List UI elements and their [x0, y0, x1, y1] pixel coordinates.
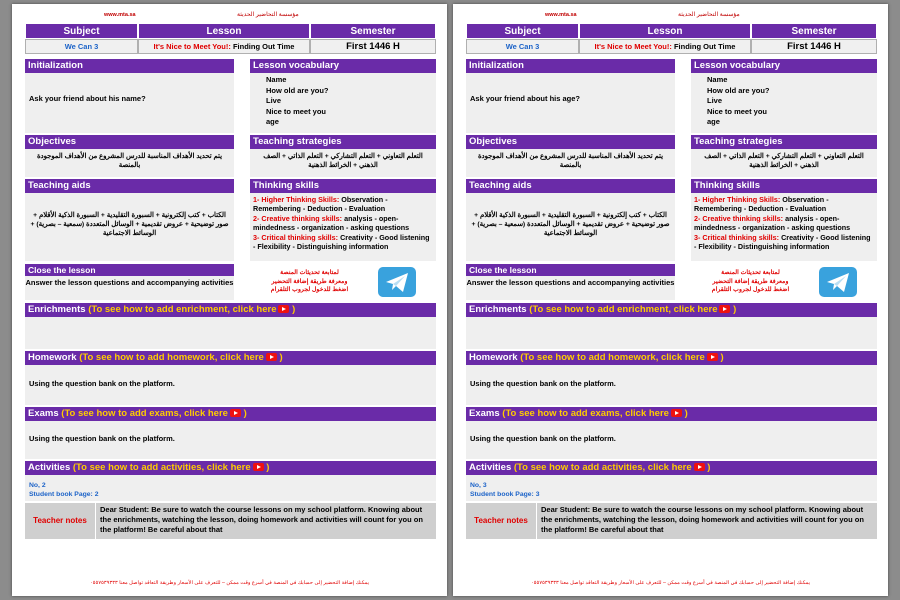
site-url[interactable]: www.mta.sa	[104, 12, 136, 18]
exams-text: Using the question bank on the platform.	[466, 421, 877, 459]
semester-value: First 1446 H	[310, 39, 436, 54]
youtube-icon[interactable]	[671, 409, 682, 417]
lesson-unit: It's Nice to Meet You!:	[153, 42, 231, 51]
initialization-text: Ask your friend about his name?	[29, 94, 146, 103]
thinking-label: 1- Higher Thinking Skills:	[694, 195, 781, 204]
enrichments-body	[25, 317, 436, 349]
vocab-item: Name	[266, 75, 287, 84]
exams-text: Using the question bank on the platform.	[25, 421, 436, 459]
semester-value: First 1446 H	[751, 39, 877, 54]
homework-title[interactable]	[466, 351, 877, 365]
enrichments-title[interactable]	[25, 303, 436, 317]
exams-label: Exams	[469, 408, 500, 419]
activities-link[interactable]: (To see how to add activities, click here	[513, 462, 692, 473]
enrichments-link[interactable]: (To see how to add enrichment, click here	[529, 304, 718, 315]
lesson-value	[138, 39, 310, 54]
vocabulary-title: Lesson vocabulary	[250, 59, 436, 73]
activity-number: No, 3	[470, 482, 487, 489]
thinking-skills	[691, 193, 877, 261]
telegram-line: اضغط للدخول لجروب التلقرام	[711, 286, 790, 293]
thinking-text: Creativity - Good listening - Flexibility - Distinguishing information	[694, 232, 871, 252]
exams-link[interactable]: (To see how to add exams, click here	[502, 408, 669, 419]
homework-label: Homework	[28, 352, 77, 363]
vocab-item: How old are you?	[266, 85, 329, 95]
youtube-icon[interactable]	[694, 463, 705, 471]
telegram-promo[interactable]	[693, 269, 808, 295]
aids-text: الكتاب + كتب إلكترونية + السبورة التقليدية + السبورة الذكية الأقلام + صور توضيحية + عروض تقديمية + الوسائل المتعددة (سمعية – بصرية) + الوسائط الاجتماعية	[25, 193, 234, 261]
activity-number: No, 2	[29, 482, 46, 489]
vocab-item: Name	[707, 75, 728, 84]
vocab-item: Nice to meet you	[266, 106, 327, 116]
subject-value: We Can 3	[25, 39, 138, 54]
objectives-text: يتم تحديد الأهداف المناسبة للدرس المشروع من الأهداف الموجودة بالمنصة	[466, 149, 675, 177]
activities-label: Activities	[28, 462, 71, 473]
activities-title[interactable]	[466, 461, 877, 475]
objectives-title: Objectives	[25, 135, 234, 149]
close-title: Close the lesson	[466, 264, 675, 276]
enrichments-label: Enrichments	[28, 304, 86, 315]
youtube-icon[interactable]	[253, 463, 264, 471]
strategies-title: Teaching strategies	[691, 135, 877, 149]
subject-header: Subject	[466, 23, 579, 39]
thinking-title: Thinking skills	[250, 179, 436, 193]
telegram-line: لمتابعة تحديثات المنصة	[721, 269, 780, 276]
homework-title[interactable]	[25, 351, 436, 365]
thinking-title: Thinking skills	[691, 179, 877, 193]
telegram-icon[interactable]	[819, 267, 857, 297]
initialization-text: Ask your friend about his age?	[470, 94, 581, 103]
vocab-item: age	[707, 117, 720, 126]
aids-title: Teaching aids	[466, 179, 675, 193]
link-close: )	[720, 352, 724, 363]
link-close: )	[279, 352, 283, 363]
telegram-line: ومعرفة طريقة إضافة التحضير	[712, 277, 789, 285]
subject-header: Subject	[25, 23, 138, 39]
activity-page: Student book Page: 2	[29, 491, 99, 498]
lesson-title: Finding Out Time	[671, 42, 736, 51]
telegram-line: اضغط للدخول لجروب التلقرام	[270, 286, 349, 293]
vocabulary-list	[691, 73, 877, 133]
exams-title[interactable]	[25, 407, 436, 421]
initialization-title: Initialization	[466, 59, 675, 73]
vocab-item: How old are you?	[707, 85, 770, 95]
homework-text: Using the question bank on the platform.	[25, 365, 436, 405]
enrichments-title[interactable]	[466, 303, 877, 317]
thinking-label: 2- Creative thinking skills:	[694, 213, 784, 223]
vocab-item: Nice to meet you	[707, 106, 768, 116]
footer-note: يمكنك إضافة التحضير إلى حسابك في المنصة في أسرع وقت ممكن – للتعرف على الأسعار وطريقة التعاقد تواصل معنا ٠٥٥٧٥٣٩٣٣٣	[530, 580, 811, 586]
aids-text: الكتاب + كتب إلكترونية + السبورة التقليدية + السبورة الذكية الأقلام + صور توضيحية + عروض تقديمية + الوسائل المتعددة (سمعية – بصرية) + الوسائط الاجتماعية	[466, 193, 675, 261]
homework-link[interactable]: (To see how to add homework, click here	[520, 352, 705, 363]
objectives-title: Objectives	[466, 135, 675, 149]
lesson-value	[579, 39, 751, 54]
initialization-title: Initialization	[25, 59, 234, 73]
teacher-notes-text: Dear Student: Be sure to watch the course lessons on my school platform. Knowing about the enrichments, watching the lesson, doing homework and activities will count for you on the platform! Be careful about that	[96, 503, 436, 539]
site-url[interactable]: www.mta.sa	[545, 12, 577, 18]
telegram-line: لمتابعة تحديثات المنصة	[280, 269, 339, 276]
teacher-notes-text: Dear Student: Be sure to watch the course lessons on my school platform. Knowing about the enrichments, watching the lesson, doing homework and activities will count for you on the platform! Be careful about that	[537, 503, 877, 539]
lesson-header: Lesson	[138, 23, 310, 39]
link-close: )	[292, 304, 296, 315]
document-page-1	[12, 4, 447, 596]
close-text: Answer the lesson questions and accompanying activities	[466, 276, 675, 300]
link-close: )	[266, 462, 270, 473]
semester-header: Semester	[310, 23, 436, 39]
strategies-title: Teaching strategies	[250, 135, 436, 149]
thinking-text: analysis - open-mindedness - organization - asking questions	[253, 213, 410, 233]
vocab-item: age	[266, 117, 279, 126]
activities-link[interactable]: (To see how to add activities, click here	[72, 462, 251, 473]
thinking-skills	[250, 193, 436, 261]
exams-link[interactable]: (To see how to add exams, click here	[61, 408, 228, 419]
teacher-notes-label: Teacher notes	[25, 503, 95, 539]
telegram-line: ومعرفة طريقة إضافة التحضير	[271, 277, 348, 285]
enrichments-label: Enrichments	[469, 304, 527, 315]
thinking-text: Observation - Remembering - Deduction - Evaluation	[253, 195, 388, 214]
activities-label: Activities	[469, 462, 512, 473]
telegram-promo[interactable]	[252, 269, 367, 295]
close-text: Answer the lesson questions and accompanying activities	[25, 276, 234, 300]
thinking-label: 3- Critical thinking skills:	[694, 232, 780, 242]
footer-note: يمكنك إضافة التحضير إلى حسابك في المنصة في أسرع وقت ممكن – للتعرف على الأسعار وطريقة التعاقد تواصل معنا ٠٥٥٧٥٣٩٣٣٣	[89, 580, 370, 586]
enrichments-body	[466, 317, 877, 349]
lesson-header: Lesson	[579, 23, 751, 39]
thinking-label: 2- Creative thinking skills:	[253, 213, 343, 223]
thinking-text: Creativity - Good listening - Flexibility - Distinguishing information	[253, 232, 430, 252]
institution-name: مؤسسة التحاضير الحديثة	[678, 12, 740, 18]
vocab-item: Live	[266, 96, 282, 105]
lesson-title: Finding Out Time	[230, 42, 295, 51]
aids-title: Teaching aids	[25, 179, 234, 193]
thinking-text: Observation - Remembering - Deduction - Evaluation	[694, 195, 829, 214]
initialization-body	[25, 73, 234, 133]
thinking-label: 1- Higher Thinking Skills:	[253, 195, 340, 204]
link-close: )	[243, 408, 247, 419]
strategies-text: التعلم التعاوني + التعلم التشاركي + التعلم الذاتي + الصف الذهني + الخرائط الذهنية	[250, 149, 436, 177]
youtube-icon[interactable]	[266, 353, 277, 361]
lesson-unit: It's Nice to Meet You!:	[594, 42, 672, 51]
youtube-icon[interactable]	[278, 305, 289, 313]
semester-header: Semester	[751, 23, 877, 39]
link-close: )	[707, 462, 711, 473]
initialization-body	[466, 73, 675, 133]
vocabulary-title: Lesson vocabulary	[691, 59, 877, 73]
activities-body	[25, 475, 436, 501]
thinking-text: analysis - open-mindedness - organization - asking questions	[694, 213, 851, 233]
youtube-icon[interactable]	[230, 409, 241, 417]
strategies-text: التعلم التعاوني + التعلم التشاركي + التعلم الذاتي + الصف الذهني + الخرائط الذهنية	[691, 149, 877, 177]
enrichments-link[interactable]: (To see how to add enrichment, click here	[88, 304, 277, 315]
activity-page: Student book Page: 3	[470, 491, 540, 498]
homework-label: Homework	[469, 352, 518, 363]
activities-title[interactable]	[25, 461, 436, 475]
activities-body	[466, 475, 877, 501]
document-page-2	[453, 4, 888, 596]
objectives-text: يتم تحديد الأهداف المناسبة للدرس المشروع من الأهداف الموجودة بالمنصة	[25, 149, 234, 177]
teacher-notes-label: Teacher notes	[466, 503, 536, 539]
telegram-icon[interactable]	[378, 267, 416, 297]
youtube-icon[interactable]	[719, 305, 730, 313]
link-close: )	[733, 304, 737, 315]
vocab-item: Live	[707, 96, 723, 105]
homework-text: Using the question bank on the platform.	[466, 365, 877, 405]
vocabulary-list	[250, 73, 436, 133]
link-close: )	[684, 408, 688, 419]
youtube-icon[interactable]	[707, 353, 718, 361]
exams-label: Exams	[28, 408, 59, 419]
institution-name: مؤسسة التحاضير الحديثة	[237, 12, 299, 18]
thinking-label: 3- Critical thinking skills:	[253, 232, 339, 242]
exams-title[interactable]	[466, 407, 877, 421]
homework-link[interactable]: (To see how to add homework, click here	[79, 352, 264, 363]
close-title: Close the lesson	[25, 264, 234, 276]
subject-value: We Can 3	[466, 39, 579, 54]
